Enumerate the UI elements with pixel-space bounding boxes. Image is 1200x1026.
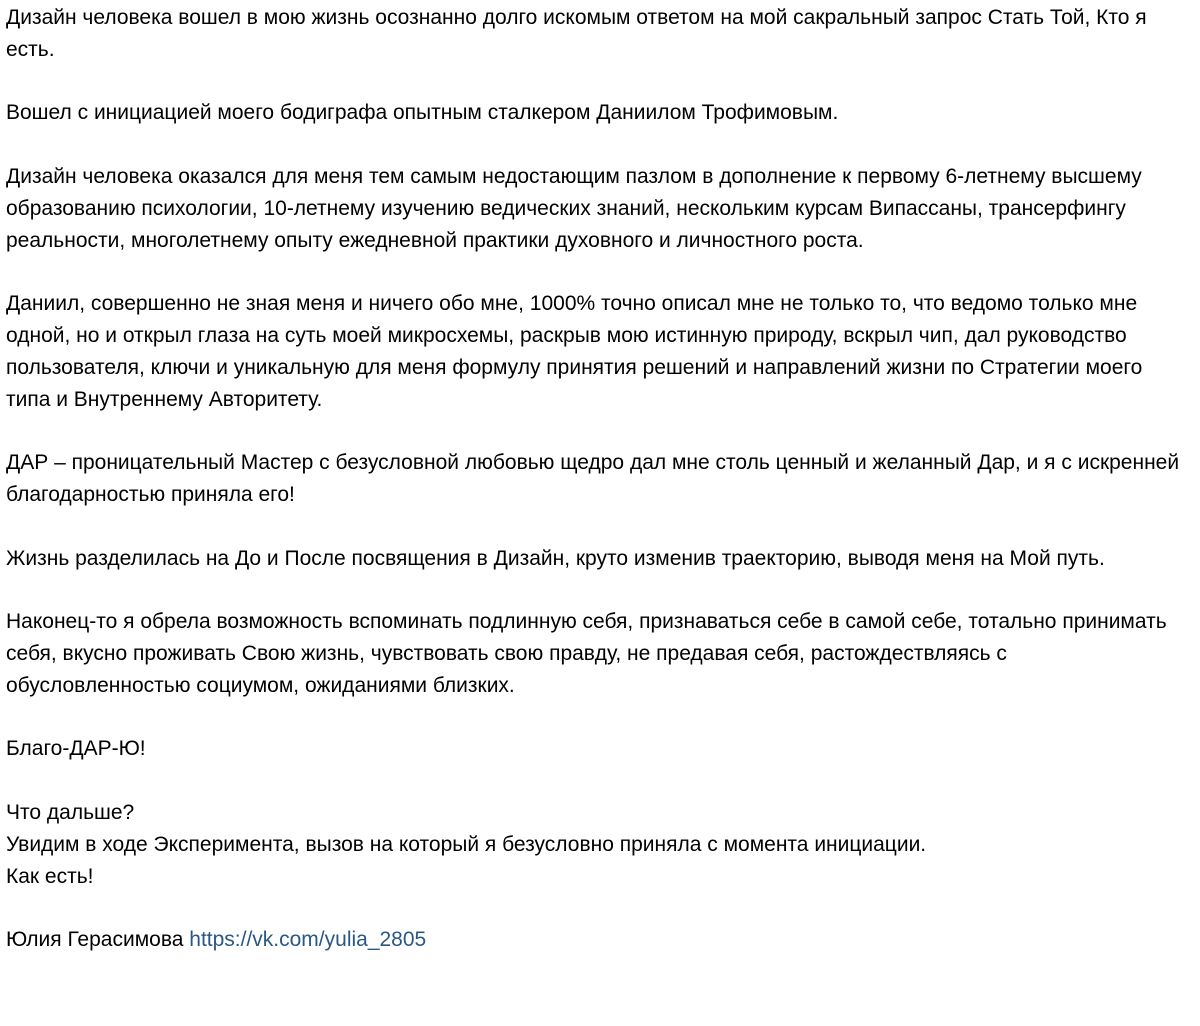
paragraph-initiation: Вошел с инициацией моего бодиграфа опытным сталкером Даниилом Трофимовым. xyxy=(6,101,839,125)
author-profile-link[interactable]: https://vk.com/yulia_2805 xyxy=(189,928,427,952)
paragraph-whats-next xyxy=(6,797,1192,892)
author-name: Юлия Герасимова xyxy=(6,928,184,952)
paragraph-intro: Дизайн человека вошел в мою жизнь осознанно долго искомым ответом на мой сакральный запрос Стать Той, Кто я есть. xyxy=(6,6,1147,61)
whats-next-question: Что дальше? xyxy=(6,800,135,824)
post-text xyxy=(6,2,1192,956)
paragraph-thanks: Благо-ДАР-Ю! xyxy=(6,737,146,761)
paragraph-daniil: Даниил, совершенно не зная меня и ничего обо мне, 1000% точно описал мне не только то, что ведомо только мне одной, но и открыл глаза на суть моей микросхемы, раскрыв мою истинную природу, вскрыл чип, дал руководство пользователя, ключи и уникальную для меня формулу принятия решений и направлений жизни по Стратегии моего типа и Внутреннему Авторитету. xyxy=(6,292,1143,411)
paragraph-puzzle: Дизайн человека оказался для меня тем самым недостающим пазлом в дополнение к первому 6-летнему высшему образованию психологии, 10-летнему изучению ведических знаний, нескольким курсам Випассаны, трансерфингу реальности, многолетнему опыту ежедневной практики духовного и личностного роста. xyxy=(6,164,1142,252)
whats-next-experiment: Увидим в ходе Эксперимента, вызов на который я безусловно приняла с момента инициации. xyxy=(6,832,927,856)
paragraph-finally: Наконец-то я обрела возможность вспоминать подлинную себя, признаваться себе в самой себе, тотально принимать себя, вкусно проживать Свою жизнь, чувствовать свою правду, не предавая себя, растождествляясь с обусловленностью социумом, ожиданиями близких. xyxy=(6,610,1167,697)
paragraph-gift: ДАР – проницательный Мастер с безусловной любовью щедро дал мне столь ценный и желанный Дар, и я с искренней благодарностью приняла его! xyxy=(6,451,1180,506)
whats-next-as-is: Как есть! xyxy=(6,864,94,888)
signature xyxy=(6,924,1192,956)
paragraph-before-after: Жизнь разделилась на До и После посвящения в Дизайн, круто изменив траекторию, выводя меня на Мой путь. xyxy=(6,546,1105,570)
